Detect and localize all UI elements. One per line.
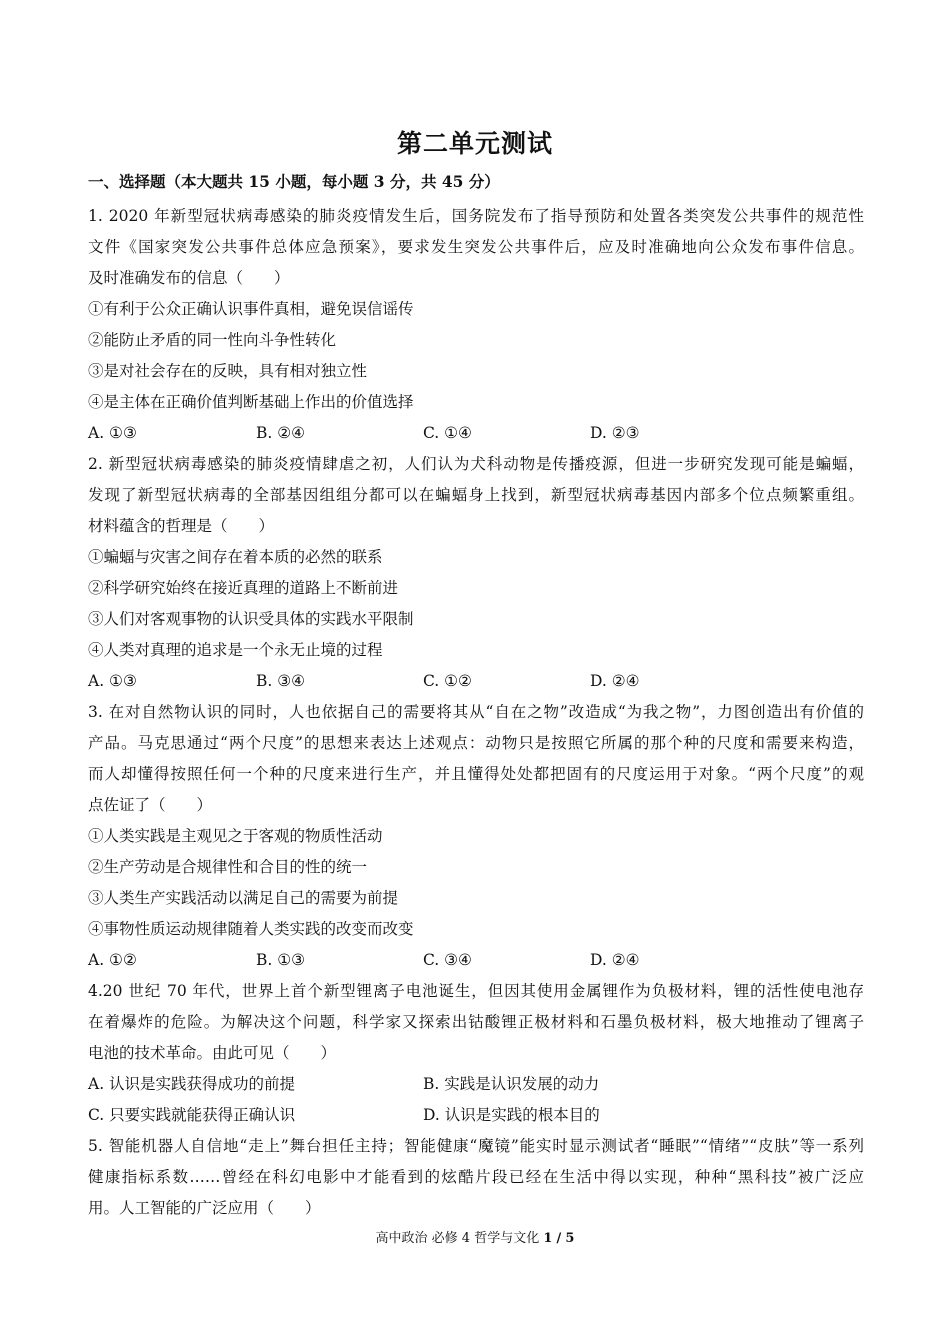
question-1-item: ④是主体在正确价值判断基础上作出的价值选择 (88, 393, 414, 411)
question-2-item: ③人们对客观事物的认识受具体的实践水平限制 (88, 610, 414, 628)
question-4-line: 在着爆炸的危险。为解决这个问题，科学家又探索出钴酸锂正极材料和石墨负极材料，极大地推动了锂离子 (88, 1013, 864, 1031)
question-2-line: 2. 新型冠状病毒感染的肺炎疫情肆虐之初，人们认为犬科动物是传播疫源，但进一步研究发现可能是蝙蝠， (88, 455, 864, 473)
question-3-option-b: B. ①③ (256, 951, 306, 969)
question-4-line: 电池的技术革命。由此可见（ ） (88, 1044, 337, 1062)
question-2-line: 材料蕴含的哲理是（ ） (88, 517, 275, 535)
question-4-option-a: A. 认识是实践获得成功的前提 (88, 1075, 296, 1093)
question-3-line: 产品。马克思通过“两个尺度”的思想来表达上述观点：动物只是按照它所属的那个种的尺度和需要来构造， (88, 734, 864, 752)
page-total: 5 (565, 1231, 575, 1246)
question-4-option-b: B. 实践是认识发展的动力 (423, 1075, 600, 1093)
question-3-item: ②生产劳动是合规律性和合目的性的统一 (88, 858, 368, 876)
page-number: 1 (543, 1231, 553, 1246)
question-1-item: ③是对社会存在的反映，具有相对独立性 (88, 362, 368, 380)
question-4-option-d: D. 认识是实践的根本目的 (423, 1106, 600, 1124)
question-2-option-a: A. ①③ (88, 672, 137, 690)
question-2-item: ①蝙蝠与灾害之间存在着本质的必然的联系 (88, 548, 383, 566)
question-1-line: 文件《国家突发公共事件总体应急预案》，要求发生突发公共事件后，应及时准确地向公众发布事件信息。 (88, 238, 864, 256)
question-5-line: 健康指标系数……曾经在科幻电影中才能看到的炫酷片段已经在生活中得以实现，种种“黑科技”被广泛应 (88, 1168, 864, 1186)
section-heading: 一、选择题（本大题共 15 小题，每小题 3 分，共 45 分） (88, 172, 500, 191)
question-1-option-a: A. ①③ (88, 424, 137, 442)
question-2-item: ④人类对真理的追求是一个永无止境的过程 (88, 641, 383, 659)
question-1-line: 1. 2020 年新型冠状病毒感染的肺炎疫情发生后，国务院发布了指导预防和处置各类突发公共事件的规范性 (88, 207, 864, 225)
page-separator: / (556, 1231, 562, 1246)
question-3-item: ③人类生产实践活动以满足自己的需要为前提 (88, 889, 399, 907)
question-2-option-b: B. ③④ (256, 672, 306, 690)
question-3-option-a: A. ①② (88, 951, 137, 969)
question-3-line: 点佐证了（ ） (88, 796, 213, 814)
question-2-item: ②科学研究始终在接近真理的道路上不断前进 (88, 579, 399, 597)
question-5-line: 5. 智能机器人自信地“走上”舞台担任主持；智能健康“魔镜”能实时显示测试者“睡眠”“情绪”“皮肤”等一系列 (88, 1137, 864, 1155)
question-2-option-d: D. ②④ (590, 672, 640, 690)
question-5-line: 用。人工智能的广泛应用（ ） (88, 1199, 321, 1217)
question-3-line: 而人却懂得按照任何一个种的尺度来进行生产，并且懂得处处都把固有的尺度运用于对象。“两个尺度”的观 (88, 765, 864, 783)
question-2-line: 发现了新型冠状病毒的全部基因组组分都可以在蝙蝠身上找到，新型冠状病毒基因内部多个位点频繁重组。 (88, 486, 864, 504)
question-1-option-c: C. ①④ (423, 424, 472, 442)
question-1-line: 及时准确发布的信息（ ） (88, 269, 290, 287)
question-1-option-d: D. ②③ (590, 424, 640, 442)
page-title: 第二单元测试 (396, 129, 553, 158)
question-1-item: ②能防止矛盾的同一性向斗争性转化 (88, 331, 337, 349)
question-1-option-b: B. ②④ (256, 424, 306, 442)
question-3-option-d: D. ②④ (590, 951, 640, 969)
question-4-line: 4.20 世纪 70 年代，世界上首个新型锂离子电池诞生，但因其使用金属锂作为负极材料，锂的活性使电池存 (88, 982, 864, 1000)
footer-label: 高中政治 必修 4 哲学与文化 (375, 1231, 540, 1246)
page-footer (0, 1227, 950, 1246)
question-3-option-c: C. ③④ (423, 951, 472, 969)
question-2-option-c: C. ①② (423, 672, 472, 690)
question-3-item: ④事物性质运动规律随着人类实践的改变而改变 (88, 920, 414, 938)
question-4-option-c: C. 只要实践就能获得正确认识 (88, 1106, 296, 1124)
question-3-item: ①人类实践是主观见之于客观的物质性活动 (88, 827, 383, 845)
question-1-item: ①有利于公众正确认识事件真相，避免误信谣传 (88, 300, 414, 318)
question-3-line: 3. 在对自然物认识的同时，人也依据自己的需要将其从“自在之物”改造成“为我之物”，力图创造出有价值的 (88, 703, 864, 721)
